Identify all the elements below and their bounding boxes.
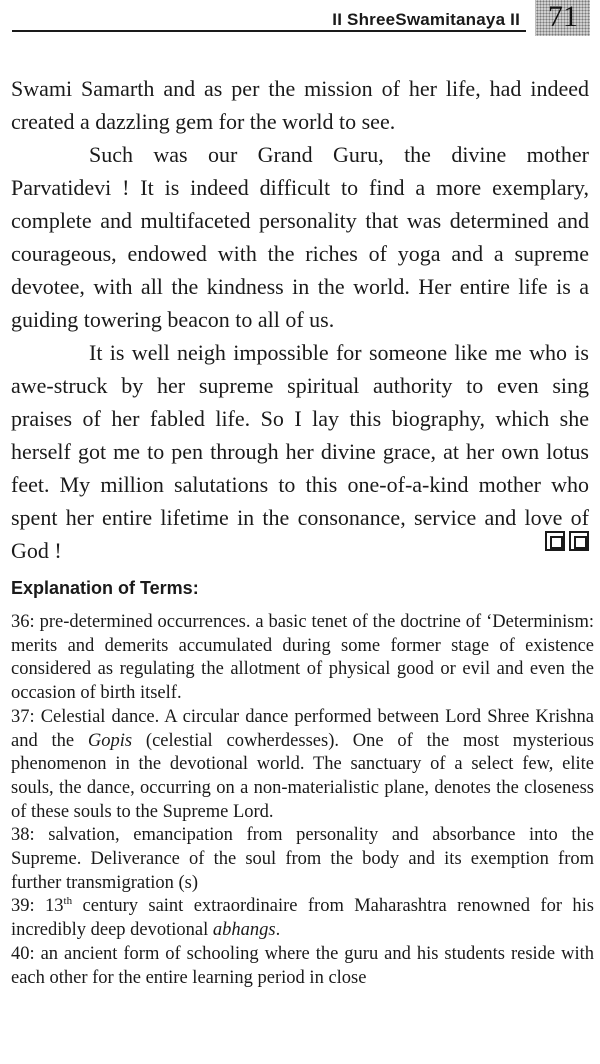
term-entry: 36: pre-determined occurrences. a basic tenet of the doctrine of ‘Determinism: merits and demerits accumulated during some former stage of existence considered as regulating the allotment of physical good or evil and even the occasion of birth itself. <box>11 612 594 704</box>
term-superscript: th <box>63 895 73 908</box>
square-spiral-icon <box>545 531 565 551</box>
term-entry <box>11 895 594 942</box>
term-italic: Gopis <box>87 730 133 751</box>
body-text <box>11 72 589 567</box>
body-paragraph: It is well neigh impossible for someone like me who is awe-struck by her supreme spiritual authority to even sing praises of her fabled life. So I lay this biography, which she herself got me to pen through her divine grace, at her own lotus feet. My million salutations to this one-of-a-kind mother who spent her entire lifetime in the consonance, service and love of God ! <box>11 340 589 563</box>
term-text: century saint extraordinaire from Maharashtra renowned for his incredibly deep devotional <box>11 896 594 941</box>
page-number-box <box>535 0 590 36</box>
body-paragraph-continued: Swami Samarth and as per the mission of her life, had indeed created a dazzling gem for the world to see. <box>11 76 589 134</box>
header-rule <box>12 30 526 32</box>
square-spiral-icon <box>569 531 589 551</box>
term-text: 37: Celestial dance. A circular dance performed between Lord Shree Krishna and the <box>11 706 594 751</box>
term-entry: 38: salvation, emancipation from personality and absorbance into the Supreme. Deliverance of the soul from the body and its exemption from further transmigration (s) <box>11 825 594 893</box>
term-entry: 40: an ancient form of schooling where the guru and his students reside with each other for the entire learning period in close <box>11 943 594 988</box>
page-number: 71 <box>548 0 578 33</box>
body-paragraph: Such was our Grand Guru, the divine mother Parvatidevi ! It is indeed difficult to find a more exemplary, complete and multifaceted personality that was determined and courageous, endowed with the riches of yoga and a supreme devotee, with all the kindness in the world. Her entire life is a guiding towering beacon to all of us. <box>11 142 589 332</box>
term-text: . <box>275 920 281 941</box>
term-italic: abhangs <box>212 920 276 941</box>
section-end-ornament <box>545 531 589 551</box>
running-header: II ShreeSwamitanaya II <box>332 10 520 29</box>
terms-list <box>11 611 594 990</box>
term-entry <box>11 706 594 825</box>
term-text: (celestial cowherdesses). One of the most mysterious phenomenon in the devotional world. The sanctuary of a select few, elite souls, the dance, occurring on a non-materialistic plane, denotes the closeness of these souls to the Supreme Lord. <box>11 730 594 822</box>
term-text: 39: 13 <box>11 896 64 917</box>
terms-heading: Explanation of Terms: <box>11 578 199 598</box>
